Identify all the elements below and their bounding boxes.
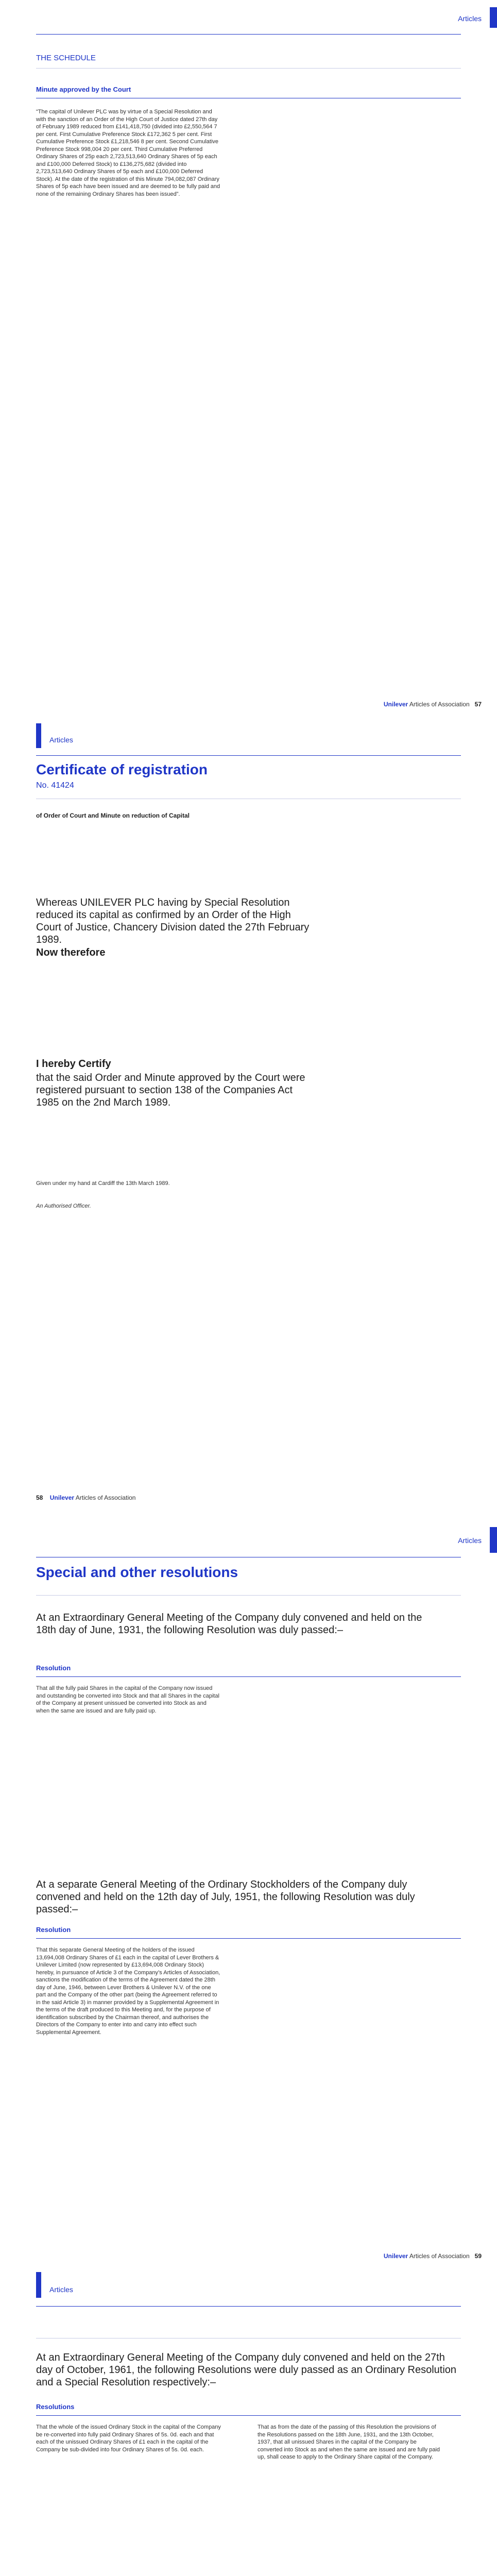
resolutions-heading: Resolutions xyxy=(36,2403,75,2411)
side-tab-marker xyxy=(36,2272,41,2298)
header-rule xyxy=(36,34,461,35)
footer-brand: Unilever xyxy=(49,1494,75,1501)
certify-heading: I hereby Certify xyxy=(36,1058,111,1070)
resolution-text-1961-ordinary: That the whole of the issued Ordinary Stock in the capital of the Company be re-converted into fully paid Ordinary Shares of 5s. 0d. each and that each of the unissued Ordinary Shares of £1 each in the capital of the Company be sub-divided into four Ordinary Shares of 5s. 0d. each. xyxy=(36,2424,221,2453)
footer-doc: Articles of Association xyxy=(409,2252,470,2260)
side-tab-marker xyxy=(490,1527,497,1553)
divider xyxy=(36,1595,461,1596)
resolution-rule xyxy=(36,2415,461,2416)
meeting-intro-1961: At an Extraordinary General Meeting of the Company duly convened and held on the 27th day of October, 1961, the following Resolutions were duly passed as an Ordinary Resolution and a Special Resolution respectively:– xyxy=(36,2352,457,2388)
schedule-title: THE SCHEDULE xyxy=(36,54,96,62)
resolution-heading: Resolution xyxy=(36,1664,71,1672)
resolution-text-1951: That this separate General Meeting of the holders of the issued 13,694,008 Ordinary Shares of £1 each in the capital of Lever Brothers & Unilever Limited (now represented by £13,694,008 Ordinary Stock) hereby, in pursuance of Article 3 of the Company’s Articles of Association, sanctions the modification of the terms of the Agreement dated the 28th day of June, 1946, between Lever Brothers & Unilever N.V. of the one part and the Company of the other part (being the Agreement referred to in the said Article 3) in manner provided by a Supplemental Agreement in the terms of the draft produced to this Meeting and, for the purpose of identification subscribed by the Chairman thereof, and authorises the Directors of the Company to enter into and carry into effect such Supplemental Agreement. xyxy=(36,1947,220,2036)
footer-brand: Unilever xyxy=(383,701,408,708)
header-rule xyxy=(36,755,461,756)
side-tab-marker xyxy=(490,7,497,28)
certificate-title: Certificate of registration xyxy=(36,761,208,777)
page-number: 57 xyxy=(474,701,482,708)
whereas-text: Whereas UNILEVER PLC having by Special Resolution reduced its capital as confirmed by an Order of the High Court of Justice, Chancery Division dated the 27th February 1989. xyxy=(36,897,310,945)
resolution-text-1961-special: That as from the date of the passing of this Resolution the provisions of the Resolutions passed on the 18th June, 1931, and the 13th October, 1937, that all unissued Shares in the capital of the Company be converted into Stock as and when the same are issued and are fully paid up, shall cease to apply to the Ordinary Share capital of the Company. xyxy=(258,2424,440,2460)
resolution-heading: Resolution xyxy=(36,1926,71,1934)
given-under-hand: Given under my hand at Cardiff the 13th March 1989. xyxy=(36,1180,170,1187)
certify-text: that the said Order and Minute approved by the Court were registered pursuant to section 138 of the Companies Act 1985 on the 2nd March 1989. xyxy=(36,1072,305,1108)
page-footer xyxy=(384,2252,482,2260)
authorised-officer: An Authorised Officer. xyxy=(36,1203,91,1209)
page-number: 59 xyxy=(474,2252,482,2260)
page-header-articles: Articles xyxy=(49,736,73,744)
certificate-number: No. 41424 xyxy=(36,781,74,790)
page-header-articles: Articles xyxy=(458,1536,482,1545)
now-therefore: Now therefore xyxy=(36,947,106,958)
minute-text: “The capital of Unilever PLC was by virtue of a Special Resolution and with the sanction of an Order of the High Court of Justice dated 27th day of February 1989 reduced from £141,418,750 (divided into £2,550,564 7 per cent. First Cumulative Preference Stock £172,362 5 per cent. First Cumulative Preference Stock £1,218,546 8 per cent. Second Cumulative Preference Stock 998,004 20 per cent. Third Cumulative Preferred Ordinary Shares of 25p each 2,723,513,640 Ordinary Shares of 5p each and £100,000 Deferred Stock) to £136,275,682 (divided into 2,723,513,640 Ordinary Shares of 5p each and £100,000 Deferred Stock). At the date of the registration of this Minute 794,082,087 Ordinary Shares of 5p each have been issued and are deemed to be fully paid and none of the remaining Ordinary Shares has been issued”. xyxy=(36,109,220,197)
meeting-intro-1931: At an Extraordinary General Meeting of the Company duly convened and held on the 18th day of June, 1931, the following Resolution was duly passed:– xyxy=(36,1612,422,1636)
resolutions-title: Special and other resolutions xyxy=(36,1564,238,1580)
resolution-text-1931: That all the fully paid Shares in the capital of the Company now issued and outstanding be converted into Stock and that all Shares in the capital of the Company at present unissued be converted into Stock as and when the same are issued and are fully paid up. xyxy=(36,1685,219,1714)
resolution-rule xyxy=(36,1938,461,1939)
certificate-subtitle: of Order of Court and Minute on reduction of Capital xyxy=(36,812,190,819)
minute-heading: Minute approved by the Court xyxy=(36,86,131,93)
page-number: 58 xyxy=(36,1494,43,1501)
meeting-intro-1951: At a separate General Meeting of the Ordinary Stockholders of the Company duly convened and held on the 12th day of July, 1951, the following Resolution was duly passed:– xyxy=(36,1879,415,1915)
page-footer xyxy=(384,701,482,708)
divider xyxy=(36,68,461,69)
header-rule xyxy=(36,2306,461,2307)
footer-doc: Articles of Association xyxy=(409,701,470,708)
resolution-rule xyxy=(36,1676,461,1677)
footer-brand: Unilever xyxy=(383,2252,408,2260)
footer-doc: Articles of Association xyxy=(75,1494,136,1501)
side-tab-marker xyxy=(36,723,41,748)
page-header-articles: Articles xyxy=(458,14,482,23)
page-footer xyxy=(36,1494,135,1501)
page-header-articles: Articles xyxy=(49,2285,73,2294)
